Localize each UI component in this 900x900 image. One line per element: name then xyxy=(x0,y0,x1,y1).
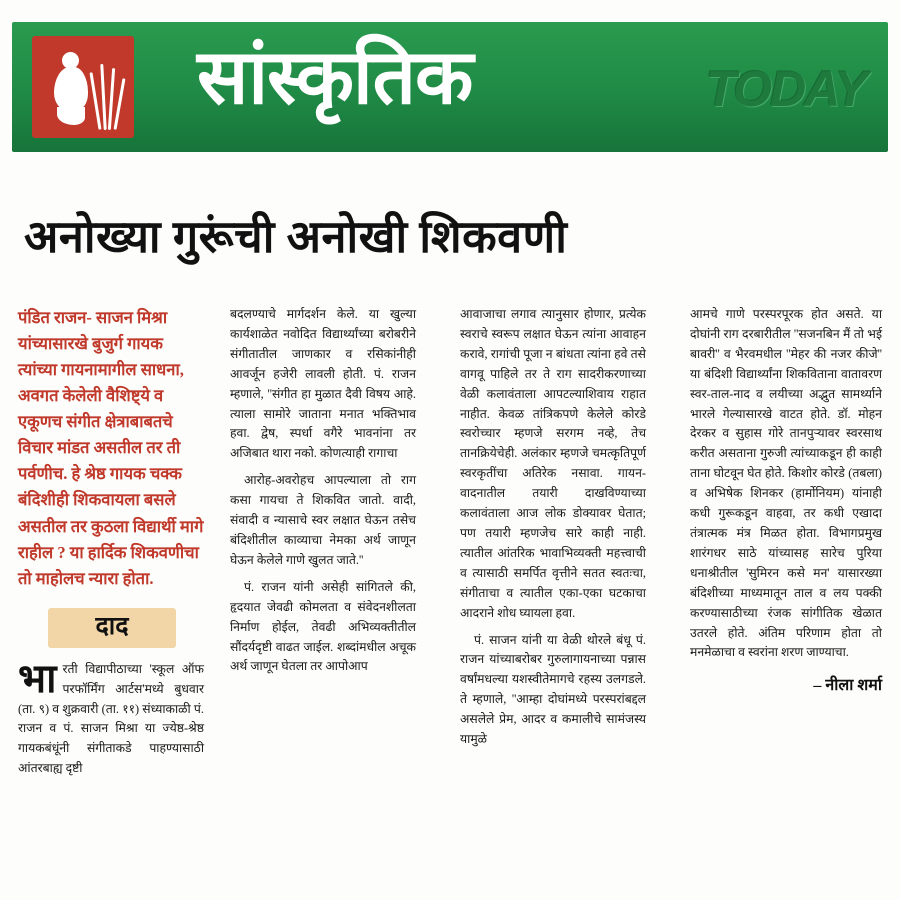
article-byline: – नीला शर्मा xyxy=(813,677,882,695)
masthead-title: सांस्कृतिक xyxy=(197,36,473,120)
lead-paragraph xyxy=(18,655,204,779)
article-standfirst: पंडित राजन- साजन मिश्रा यांच्यासारखे बुजुर्ग गायक त्यांच्या गायनामागील साधना, अवगत केलेली वैशिष्ट्ये व एकूणच संगीत क्षेत्राबाबतचे विचार मांडत असतील तर ती पर्वणीच. हे श्रेष्ठ गायक चक्क बंदिशीही शिकवायला बसले असतील तर कुठला विद्यार्थी मागे राहील ? या हार्दिक शिकवणीचा तो माहोलच न्यारा होता. xyxy=(18,308,204,588)
dancer-figure-icon xyxy=(52,52,96,126)
masthead-banner xyxy=(12,22,888,152)
text-column-2 xyxy=(230,305,416,684)
section-badge-daad: दाद xyxy=(48,608,176,648)
drop-cap: भा xyxy=(18,655,57,701)
lead-paragraph-text: रती विद्यापीठाच्या 'स्कूल ऑफ परफॉर्मिंग आर्टस'मध्ये बुधवार (ता. ९) व शुक्रवारी (ता. ११) संध्याकाळी पं. राजन व पं. साजन मिश्रा या ज्येष्ठ-श्रेष्ठ गायकबंधूंनी संगीताकडे पाहण्यासाठी आंतरबाह्य दृष्टी xyxy=(18,661,204,776)
text-column-4 xyxy=(690,305,882,699)
paragraph: आरोह-अवरोहच आपल्याला तो राग कसा गायचा ते शिकवित जातो. वादी, संवादी व न्यासाचे स्वर लक्षात घेऊन तसेच बंदिशीतील काव्याचा नेमका अर्थ जाणून घेऊन केलेले गाणे खुलत जाते.'' xyxy=(230,473,416,567)
paragraph: बदलण्याचे मार्गदर्शन केले. या खुल्या कार्यशाळेत नवोदित विद्यार्थ्यांच्या बरोबरीने संगीतातील जाणकार व रसिकांनीही आवर्जून हजेरी लावली होती. पं. राजन म्हणाले, ''संगीत हा मुळात दैवी विषय आहे. त्याला सामोरे जाताना मनात भक्तिभाव हवा. द्वेष, स्पर्धा वगैरे भावनांना तर अजिबात थारा नको. कोणत्याही रागाचा xyxy=(230,307,416,461)
article-headline: अनोख्या गुरूंची अनोखी शिकवणी xyxy=(24,212,568,262)
paragraph: आमचे गाणे परस्परपूरक होत असते. या दोघांनी राग दरबारीतील ''सजनबिन मैं तो भई बावरी'' व भैरवमधील ''मेहर की नजर कीजे'' या बंदिशी विद्यार्थ्यांना शिकविताना वातावरण स्वर-ताल-नाद व लयीच्या अद्भुत सामर्थ्याने भारले गेल्यासारखे वाटत होते. डॉ. मोहन देरकर व सुहास गोरे तानपुऱ्यावर स्वरसाथ करीत असताना गुरुजी त्यांच्याकडून ही काही ताना घोटवून घेत होते. किशोर कोरडे (तबला) व अभिषेक शिनकर (हार्मोनियम) यांनाही कधी गुरूकडून वाहवा, तर कधी एखादा तंत्रात्मक मंत्र मिळत होता. विभागप्रमुख शारंगधर साठे यांच्यासह सारेच पुरिया धनाश्रीतील 'सुमिरन कसे मन' यासारख्या बंदिशीच्या माध्यमातून ताल व लय पक्की करण्यासाठीच्या रंजक सांगीतिक खेळात उतरले होते. अंतिम परिणाम होता तो मनमेळाचा व स्वरांना शरण जाण्याचा. xyxy=(690,307,882,660)
paragraph: पं. साजन यांनी या वेळी थोरले बंधू पं. राजन यांच्याबरोबर गुरुलागायनाच्या पन्नास वर्षांमधल्या यशस्वीतेमागचे रहस्य उलगडले. ते म्हणाले, ''आम्हा दोघांमध्ये परस्परांबद्दल असलेले प्रेम, आदर व कमालीचे सामंजस्य यामुळे xyxy=(460,632,646,747)
publication-logo xyxy=(32,36,134,138)
text-column-3 xyxy=(460,305,646,757)
masthead-subtitle: TODAY xyxy=(705,61,866,117)
article-body xyxy=(18,305,882,885)
paragraph: पं. राजन यांनी असेही सांगितले की, हृदयात जेवढी कोमलता व संवेदनशीलता निर्माण होईल, तेवढी अभिव्यक्तीतील सौंदर्यदृष्टी वाढत जाईल. शब्दांमधील अचूक अर्थ जाणून घेतला तर आपोआप xyxy=(230,579,416,674)
text-column-1 xyxy=(18,305,204,786)
brushes-icon xyxy=(92,50,126,130)
paragraph: आवाजाचा लगाव त्यानुसार होणार, प्रत्येक स्वराचे स्वरूप लक्षात घेऊन त्यांना आवाहन करावे, रागांची पूजा न बांधता त्यांना हवे तसे वागवू पाहिले तर ते राग सादरीकरणाच्या वेळी कलावंताला आपटल्याशिवाय राहात नाहीत. केवळ तांत्रिकपणे केलेले कोरडे स्वरोच्चार म्हणजे सरगम नव्हे, तेच तानक्रियेचेही. अलंकार म्हणजे चमत्कृतिपूर्ण स्वरकृतींचा अतिरेक नसावा. गायन-वादनातील तयारी दाखविण्याच्या कलावंताला आज लोक डोक्यावर घेतात; पण तयारी म्हणजेच सारे काही नाही. त्यातील आंतरिक भावाभिव्यक्ती महत्त्वाची व त्यासाठी समर्पित वृत्तीने सतत स्वतःचा, संगीताचा व त्यातील एका-एका घटकाचा आदराने शोध घ्यायला हवा. xyxy=(460,307,646,620)
